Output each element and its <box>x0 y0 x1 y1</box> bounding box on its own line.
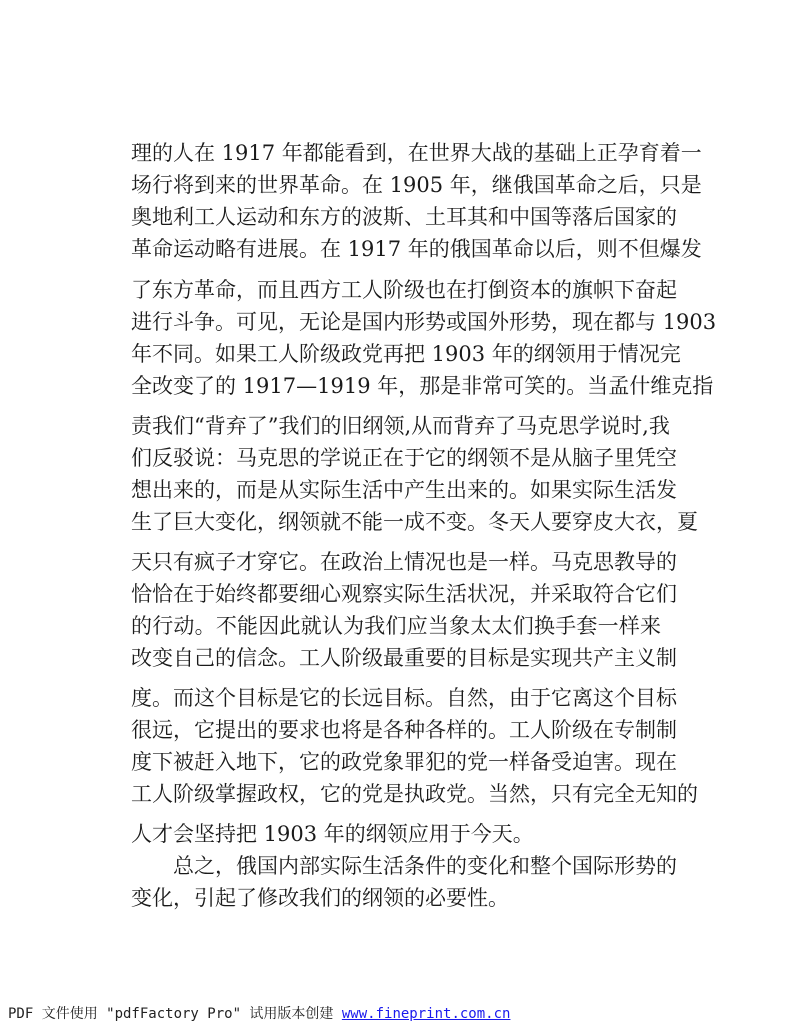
text-line: 理的人在 1917 年都能看到，在世界大战的基础上正孕育着一 <box>131 141 702 165</box>
text-line: 全改变了的 1917—1919 年，那是非常可笑的。当孟什维克指 <box>131 374 714 398</box>
text-line: 奥地利工人运动和东方的波斯、土耳其和中国等落后国家的 <box>131 205 677 229</box>
text-line: 场行将到来的世界革命。在 1905 年，继俄国革命之后，只是 <box>131 173 702 197</box>
text-line: 年不同。如果工人阶级政党再把 1903 年的纲领用于情况完 <box>131 342 681 366</box>
text-line: 革命运动略有进展。在 1917 年的俄国革命以后，则不但爆发 <box>131 237 702 261</box>
text-line: 变化，引起了修改我们的纲领的必要性。 <box>131 886 509 910</box>
text-line: 们反驳说：马克思的学说正在于它的纲领不是从脑子里凭空 <box>131 446 677 470</box>
text-line: 进行斗争。可见，无论是国内形势或国外形势，现在都与 1903 <box>131 310 717 334</box>
text-line: 生了巨大变化，纲领就不能一成不变。冬天人要穿皮大衣，夏 <box>131 510 698 534</box>
text-line: 改变自己的信念。工人阶级最重要的目标是实现共产主义制 <box>131 646 677 670</box>
text-line: 想出来的，而是从实际生活中产生出来的。如果实际生活发 <box>131 478 677 502</box>
pdf-footer <box>8 1004 510 1024</box>
text-line: 人才会坚持把 1903 年的纲领应用于今天。 <box>131 822 534 846</box>
text-line: 的行动。不能因此就认为我们应当象太太们换手套一样来 <box>131 614 661 638</box>
text-line: 度。而这个目标是它的长远目标。自然，由于它离这个目标 <box>131 686 677 710</box>
footer-link[interactable]: www.fineprint.com.cn <box>341 1006 511 1022</box>
text-line: 了东方革命，而且西方工人阶级也在打倒资本的旗帜下奋起 <box>131 278 677 302</box>
text-line: 总之，俄国内部实际生活条件的变化和整个国际形势的 <box>173 854 677 878</box>
text-line: 责我们“背弃了”我们的旧纲领,从而背弃了马克思学说时,我 <box>131 414 670 438</box>
text-line: 工人阶级掌握政权，它的党是执政党。当然，只有完全无知的 <box>131 782 698 806</box>
text-line: 恰恰在于始终都要细心观察实际生活状况，并采取符合它们 <box>131 582 677 606</box>
text-line: 很远，它提出的要求也将是各种各样的。工人阶级在专制制 <box>131 718 677 742</box>
text-line: 天只有疯子才穿它。在政治上情况也是一样。马克思教导的 <box>131 550 677 574</box>
footer-text: PDF 文件使用 "pdfFactory Pro" 试用版本创建 <box>8 1006 342 1022</box>
text-line: 度下被赶入地下，它的政党象罪犯的党一样备受迫害。现在 <box>131 750 677 774</box>
